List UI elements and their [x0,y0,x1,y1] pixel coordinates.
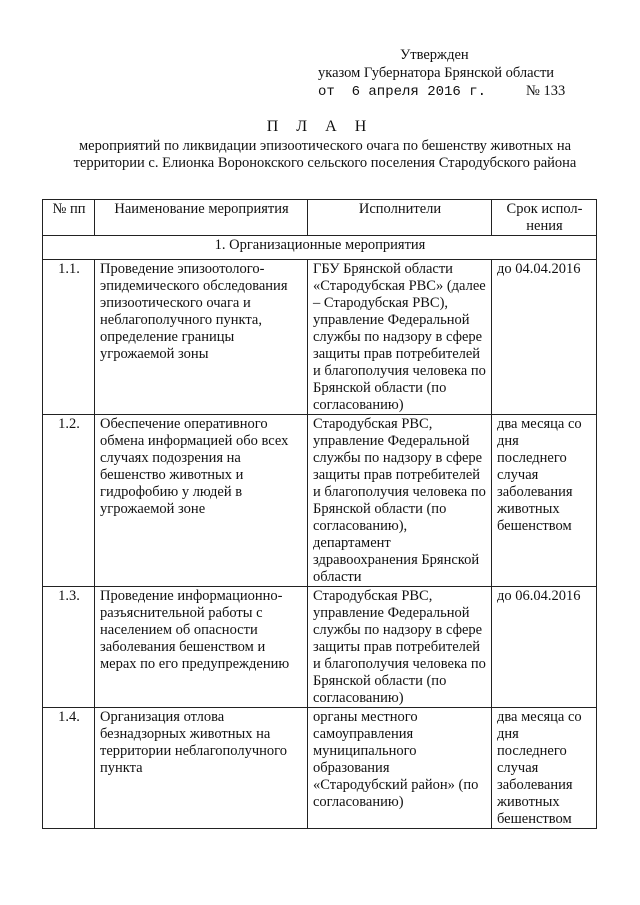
approval-block [318,46,628,101]
approval-number: № 133 [526,83,566,99]
row-deadline: до 04.04.2016 [492,260,597,415]
approval-line-approved: Утвержден [400,47,469,63]
row-num: 1.2. [43,415,95,587]
row-num: 1.3. [43,587,95,708]
header-name: Наименование мероприятия [95,200,308,236]
header-deadline: Срок испол-нения [492,200,597,236]
table-row [43,260,597,415]
row-executors: Стародубская РВС, управление Федеральной службы по надзору в сфере защиты прав потребителей и благополучия человека по Брянской области (по согласованию), департамент здравоохранения Брянской области [308,415,492,587]
row-deadline: два месяца со дня последнего случая заболевания животных бешенством [492,708,597,829]
table-row [43,587,597,708]
row-name: Проведение информационно-разъяснительной работы с населением об опасности заболевания бешенством и мерах по его предупреждению [95,587,308,708]
row-deadline: до 06.04.2016 [492,587,597,708]
row-executors: органы местного самоуправления муниципального образования «Стародубский район» (по согласованию) [308,708,492,829]
approval-date: от 6 апреля 2016 г. [318,84,487,100]
table-header-row [43,200,597,236]
row-name: Организация отлова безнадзорных животных на территории неблагополучного пункта [95,708,308,829]
row-name: Обеспечение оперативного обмена информацией обо всех случаях подозрения на бешенство животных и гидрофобию у людей в угрожаемой зоне [95,415,308,587]
table-row [43,415,597,587]
row-name: Проведение эпизоотолого-эпидемического обследования эпизоотического очага и неблагополучного пункта, определение границы угрожаемой зоны [95,260,308,415]
row-deadline: два месяца со дня последнего случая заболевания животных бешенством [492,415,597,587]
section-title: 1. Организационные мероприятия [43,236,597,260]
approval-line-decree: указом Губернатора Брянской области [318,65,555,81]
table-row [43,708,597,829]
row-num: 1.4. [43,708,95,829]
row-num: 1.1. [43,260,95,415]
header-num: № пп [43,200,95,236]
section-row [43,236,597,260]
document-subtitle: мероприятий по ликвидации эпизоотического очага по бешенству животных на территории с. Елионка Воронокского сельского поселения Стародубского района [73,138,577,171]
row-executors: Стародубская РВС, управление Федеральной службы по надзору в сфере защиты прав потребителей и благополучия человека по Брянской области (по согласованию) [308,587,492,708]
plan-table [42,199,597,829]
row-executors: ГБУ Брянской области «Стародубская РВС» (далее – Стародубская РВС), управление Федеральной службы по надзору в сфере защиты прав потребителей и благополучия человека по Брянской области (по согласованию) [308,260,492,415]
header-executors: Исполнители [308,200,492,236]
document-title: П Л А Н [266,118,374,135]
